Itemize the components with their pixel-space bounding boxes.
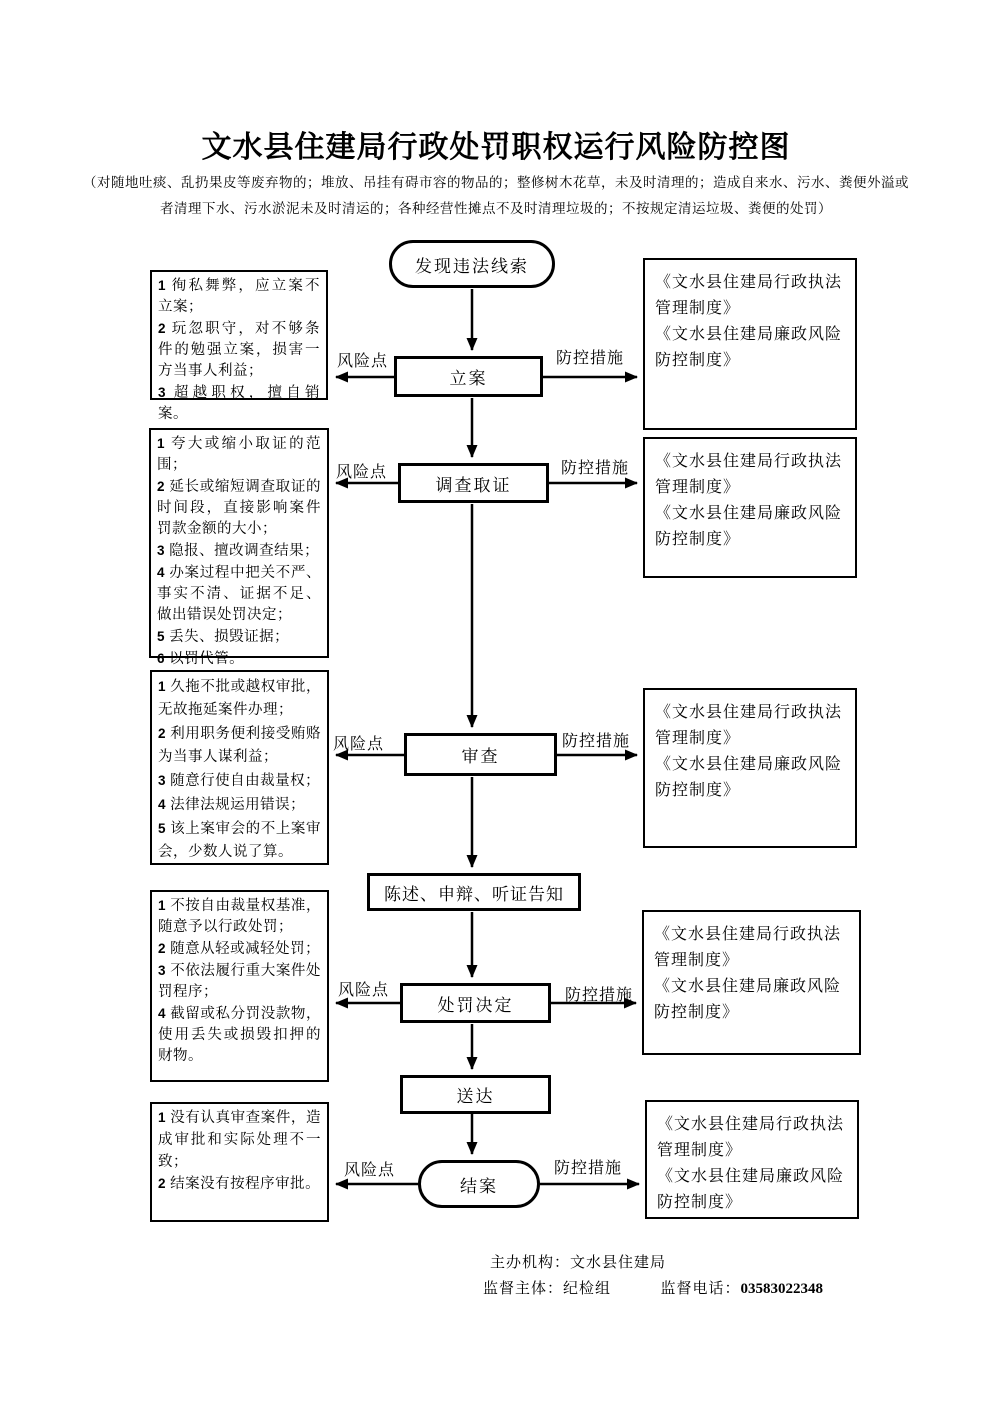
control-measure-label-1: 防控措施 [556, 350, 625, 367]
subtitle-line-1: （对随地吐痰、乱扔果皮等废弃物的；堆放、吊挂有碍市容的物品的；整修树木花草，未及时清理的；造成自来水、污水、粪便外溢或 [83, 175, 909, 190]
page-subtitle [0, 170, 992, 222]
footer-organizer: 主办机构：文水县住建局 [490, 1255, 667, 1271]
start-node: 发现违法线索 [389, 240, 555, 288]
risk-box-penalty-decision: 1 不按自由裁量权基准，随意予以行政处罚； 2 随意从轻或减轻处罚； 3 不依法履行重大案件处罚程序； 4 截留或私分罚没款物，使用丢失或损毁扣押的财物。 [150, 890, 329, 1082]
risk-box-filing: 1 徇私舞弊，应立案不立案； 2 玩忽职守，对不够条件的勉强立案，损害一方当事人利益； 3 超越职权，擅自销案。 [150, 270, 328, 400]
risk-point-label-5: 风险点 [344, 1162, 396, 1179]
footer-supervision-line [483, 1277, 823, 1298]
footer-phone-label: 监督电话： [660, 1281, 741, 1297]
step-node-penalty-decision: 处罚决定 [400, 983, 551, 1023]
step-node-filing: 立案 [394, 356, 543, 397]
risk-point-label-2: 风险点 [336, 464, 388, 481]
control-measure-label-5: 防控措施 [554, 1160, 623, 1177]
control-box-review: 《文水县住建局行政执法管理制度》 《文水县住建局廉政风险防控制度》 [643, 688, 857, 848]
step-node-hearing-notification: 陈述、申辩、听证告知 [367, 873, 581, 911]
risk-point-label-1: 风险点 [337, 353, 389, 370]
risk-box-review: 1 久拖不批或越权审批，无故拖延案件办理； 2 利用职务便利接受贿赂为当事人谋利益； 3 随意行使自由裁量权； 4 法律法规运用错误； 5 该上案审会的不上案审会，少数人说了算。 [150, 670, 329, 865]
page-title: 文水县住建局行政处罚职权运行风险防控图 [201, 131, 791, 164]
risk-box-investigation: 1 夸大或缩小取证的范围； 2 延长或缩短调查取证的时间段，直接影响案件罚款金额的大小； 3 隐报、擅改调查结果； 4 办案过程中把关不严、事实不清、证据不足、做出错误处罚决定； 5 丢失、损毁证据； 6 以罚代管。 [149, 428, 329, 658]
subtitle-line-2: 者清理下水、污水淤泥未及时清运的；各种经营性摊点不及时清理垃圾的；不按规定清运垃圾、粪便的处罚） [160, 201, 832, 216]
control-box-closing: 《文水县住建局行政执法管理制度》 《文水县住建局廉政风险防控制度》 [645, 1100, 859, 1219]
risk-box-closing: 1 没有认真审查案件，造成审批和实际处理不一致； 2 结案没有按程序审批。 [150, 1102, 329, 1222]
step-node-delivery: 送达 [400, 1075, 551, 1114]
step-node-review: 审查 [404, 733, 557, 776]
control-measure-label-3: 防控措施 [562, 733, 631, 750]
footer-supervisor: 监督主体：纪检组 [483, 1281, 612, 1297]
risk-point-label-4: 风险点 [338, 982, 390, 999]
control-box-penalty-decision: 《文水县住建局行政执法管理制度》 《文水县住建局廉政风险防控制度》 [642, 910, 861, 1055]
step-node-investigation: 调查取证 [398, 463, 549, 503]
control-measure-label-2: 防控措施 [561, 460, 630, 477]
footer-phone-number: 03583022348 [740, 1281, 824, 1297]
control-box-filing: 《文水县住建局行政执法管理制度》 《文水县住建局廉政风险防控制度》 [643, 258, 857, 430]
control-box-investigation: 《文水县住建局行政执法管理制度》 《文水县住建局廉政风险防控制度》 [643, 437, 857, 578]
risk-point-label-3: 风险点 [333, 736, 385, 753]
control-measure-label-4: 防控措施 [565, 987, 634, 1004]
end-node: 结案 [418, 1160, 540, 1208]
